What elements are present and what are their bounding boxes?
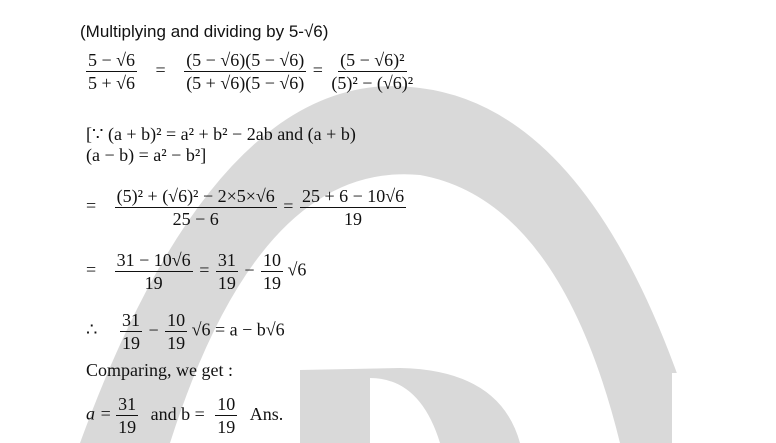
step-4-second-denominator: 19 <box>167 333 186 353</box>
identity-line-2: (a − b) = a² − b²] <box>86 145 207 165</box>
step-1-lhs-fraction <box>86 50 137 93</box>
answer-b-fraction <box>215 394 237 437</box>
step-2-first-denominator: 25 − 6 <box>172 209 219 229</box>
step-1-rhs-numerator: (5 − √6)² <box>340 50 405 70</box>
step-1-middle-numerator: (5 − √6)(5 − √6) <box>186 50 305 70</box>
step-4-second-fraction <box>165 310 187 353</box>
step-2-second-fraction <box>300 186 406 229</box>
therefore-symbol: ∴ <box>86 319 98 340</box>
step-1-rhs-fraction <box>329 50 415 93</box>
answer-a-denominator: 19 <box>118 417 137 437</box>
equals-sign: = <box>283 195 294 216</box>
step-4-first-numerator: 31 <box>121 310 140 330</box>
step-2-first-fraction <box>115 186 277 229</box>
step-3-second-numerator: 31 <box>217 250 236 270</box>
equals-sign: = <box>199 259 210 280</box>
step-3-tail: √6 <box>287 259 307 280</box>
comparing-text: Comparing, we get : <box>86 360 233 380</box>
answer-line <box>86 394 283 437</box>
step-4-second-numerator: 10 <box>167 310 186 330</box>
answer-b-denominator: 19 <box>217 417 236 437</box>
step-1-middle-denominator: (5 + √6)(5 − √6) <box>186 73 305 93</box>
step-1-middle-fraction <box>184 50 306 93</box>
step-3-first-numerator: 31 − 10√6 <box>116 250 191 270</box>
minus-sign: − <box>244 259 255 280</box>
header-note: (Multiplying and dividing by 5-√6) <box>80 22 329 41</box>
step-3-third-denominator: 19 <box>263 273 281 293</box>
equals-sign: = <box>86 259 97 280</box>
step-3-first-fraction <box>115 250 193 293</box>
answer-a-fraction <box>116 394 138 437</box>
answer-and-b-label: and b = <box>150 403 205 424</box>
step-3-second-fraction <box>216 250 238 293</box>
answer-suffix: Ans. <box>249 403 284 424</box>
step-4-first-fraction <box>120 310 142 353</box>
step-2-second-denominator: 19 <box>344 209 363 229</box>
step-3-first-denominator: 19 <box>144 273 163 293</box>
step-4-first-denominator: 19 <box>121 333 140 353</box>
step-2-second-numerator: 25 + 6 − 10√6 <box>301 186 405 206</box>
step-1-equation <box>86 50 415 93</box>
answer-b-numerator: 10 <box>217 394 236 414</box>
step-3-second-denominator: 19 <box>217 273 236 293</box>
step-4-tail: √6 = a − b√6 <box>191 319 285 340</box>
step-3-third-numerator: 10 <box>263 250 281 270</box>
identity-line-1: [∵ (a + b)² = a² + b² − 2ab and (a + b) <box>86 124 356 144</box>
answer-a-label: a = <box>86 403 112 424</box>
step-4-equation <box>86 310 285 353</box>
equals-sign: = <box>312 59 323 80</box>
answer-a-numerator: 31 <box>118 394 137 414</box>
step-2-equation <box>86 186 406 229</box>
step-1-rhs-denominator: (5)² − (√6)² <box>331 73 414 93</box>
step-1-lhs-denominator: 5 + √6 <box>88 73 136 93</box>
equals-sign: = <box>86 195 97 216</box>
equals-sign: = <box>155 59 166 80</box>
step-3-equation <box>86 250 306 293</box>
step-2-first-numerator: (5)² + (√6)² − 2×5×√6 <box>116 186 275 206</box>
step-1-lhs-numerator: 5 − √6 <box>88 50 136 70</box>
minus-sign: − <box>148 319 159 340</box>
step-3-third-fraction <box>261 250 283 293</box>
